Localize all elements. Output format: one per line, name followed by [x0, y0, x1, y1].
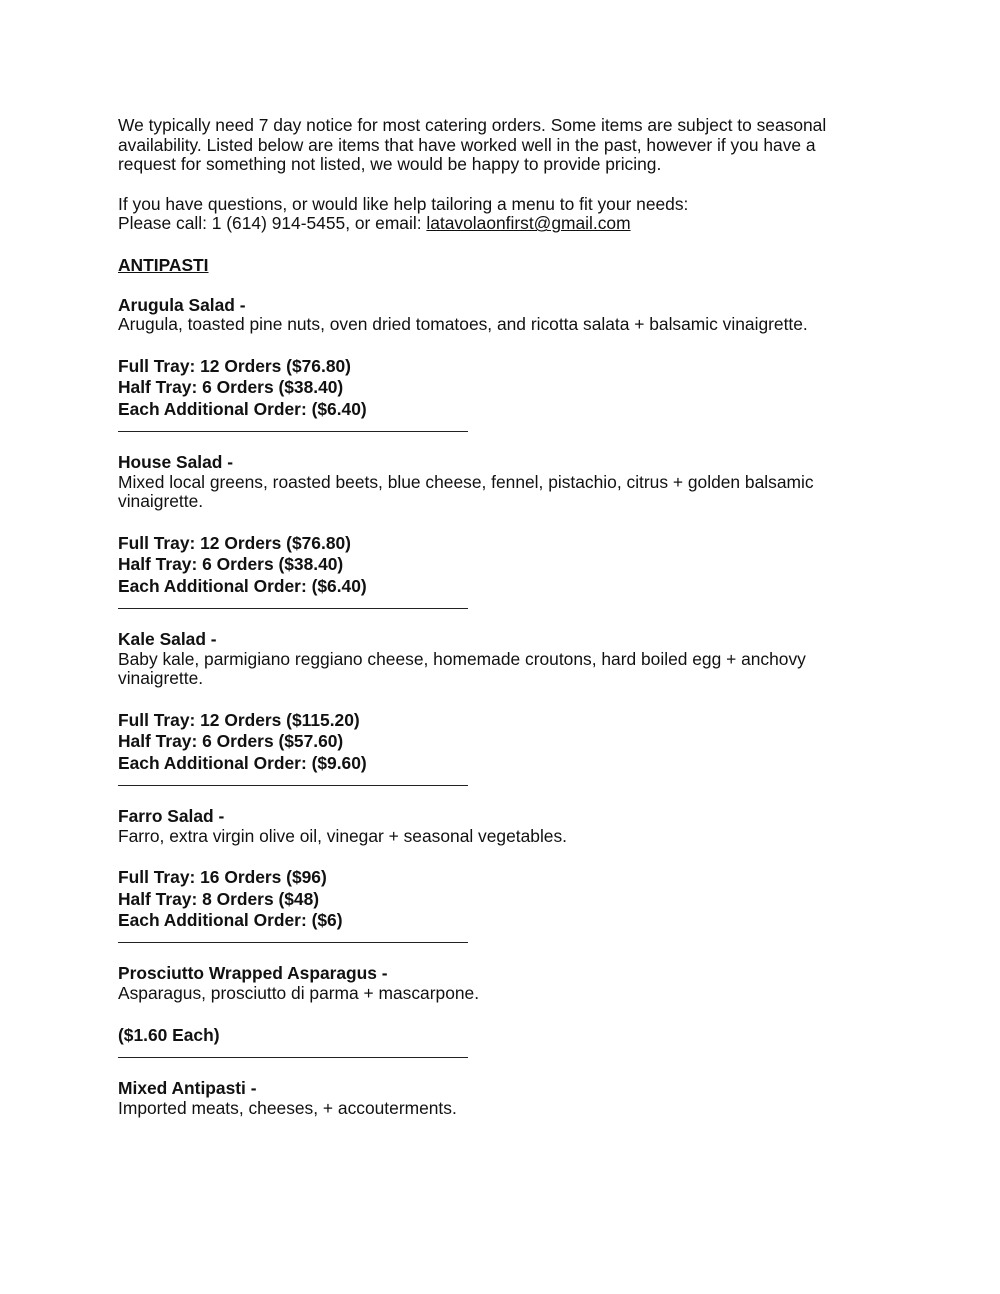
- item-prices: [118, 533, 878, 597]
- additional-order-price: Each Additional Order: ($6): [118, 909, 343, 930]
- menu-item-farro-salad: [118, 807, 878, 943]
- menu-item-arugula-salad: [118, 296, 878, 432]
- additional-order-price: Each Additional Order: ($9.60): [118, 752, 367, 773]
- menu-item-prosciutto-wrapped-asparagus: [118, 964, 878, 1058]
- item-description: Baby kale, parmigiano reggiano cheese, homemade croutons, hard boiled egg + anchovy vinaigrette.: [118, 648, 806, 689]
- full-tray-price: Full Tray: 12 Orders ($76.80): [118, 532, 351, 553]
- each-price: ($1.60 Each): [118, 1024, 220, 1045]
- full-tray-price: Full Tray: 12 Orders ($115.20): [118, 709, 360, 730]
- half-tray-price: Half Tray: 8 Orders ($48): [118, 888, 320, 909]
- item-divider: [118, 785, 468, 786]
- item-divider: [118, 431, 468, 432]
- item-name: Mixed Antipasti -: [118, 1077, 257, 1098]
- contact-line: [118, 214, 878, 234]
- contact-phone-text: Please call: 1 (614) 914-5455, or email:: [118, 213, 427, 234]
- item-prices: [118, 356, 878, 420]
- item-prices: [118, 867, 878, 931]
- intro-notice-paragraph: We typically need 7 day notice for most catering orders. Some items are subject to seasonal availability. Listed below are items that have worked well in the past, however if you have a request for something not listed, we would be happy to provide pricing.: [118, 115, 827, 175]
- item-name: House Salad -: [118, 451, 234, 472]
- menu-item-house-salad: [118, 453, 878, 609]
- item-description: Farro, extra virgin olive oil, vinegar + seasonal vegetables.: [118, 825, 568, 846]
- catering-menu-page: [118, 116, 878, 1118]
- additional-order-price: Each Additional Order: ($6.40): [118, 575, 367, 596]
- intro-section: [118, 116, 878, 234]
- item-prices: [118, 1025, 878, 1046]
- item-name: Prosciutto Wrapped Asparagus -: [118, 963, 388, 984]
- half-tray-price: Half Tray: 6 Orders ($57.60): [118, 731, 344, 752]
- item-divider: [118, 1057, 468, 1058]
- item-prices: [118, 710, 878, 774]
- intro-questions-line: If you have questions, or would like help tailoring a menu to fit your needs:: [118, 193, 689, 214]
- full-tray-price: Full Tray: 16 Orders ($96): [118, 867, 327, 888]
- item-name: Farro Salad -: [118, 805, 225, 826]
- item-name: Arugula Salad -: [118, 294, 246, 315]
- menu-item-mixed-antipasti: [118, 1079, 878, 1118]
- item-divider: [118, 608, 468, 609]
- half-tray-price: Half Tray: 6 Orders ($38.40): [118, 377, 344, 398]
- item-description: Mixed local greens, roasted beets, blue cheese, fennel, pistachio, citrus + golden balsamic vinaigrette.: [118, 471, 814, 512]
- item-name: Kale Salad -: [118, 628, 217, 649]
- menu-item-kale-salad: [118, 630, 878, 786]
- full-tray-price: Full Tray: 12 Orders ($76.80): [118, 355, 351, 376]
- item-divider: [118, 942, 468, 943]
- item-description: Asparagus, prosciutto di parma + mascarpone.: [118, 982, 480, 1003]
- additional-order-price: Each Additional Order: ($6.40): [118, 398, 367, 419]
- email-link[interactable]: latavolaonfirst@gmail.com: [426, 213, 631, 234]
- item-description: Imported meats, cheeses, + accouterments.: [118, 1097, 457, 1118]
- item-description: Arugula, toasted pine nuts, oven dried tomatoes, and ricotta salata + balsamic vinaigrette.: [118, 314, 808, 335]
- section-title-antipasti: ANTIPASTI: [118, 254, 209, 275]
- half-tray-price: Half Tray: 6 Orders ($38.40): [118, 554, 344, 575]
